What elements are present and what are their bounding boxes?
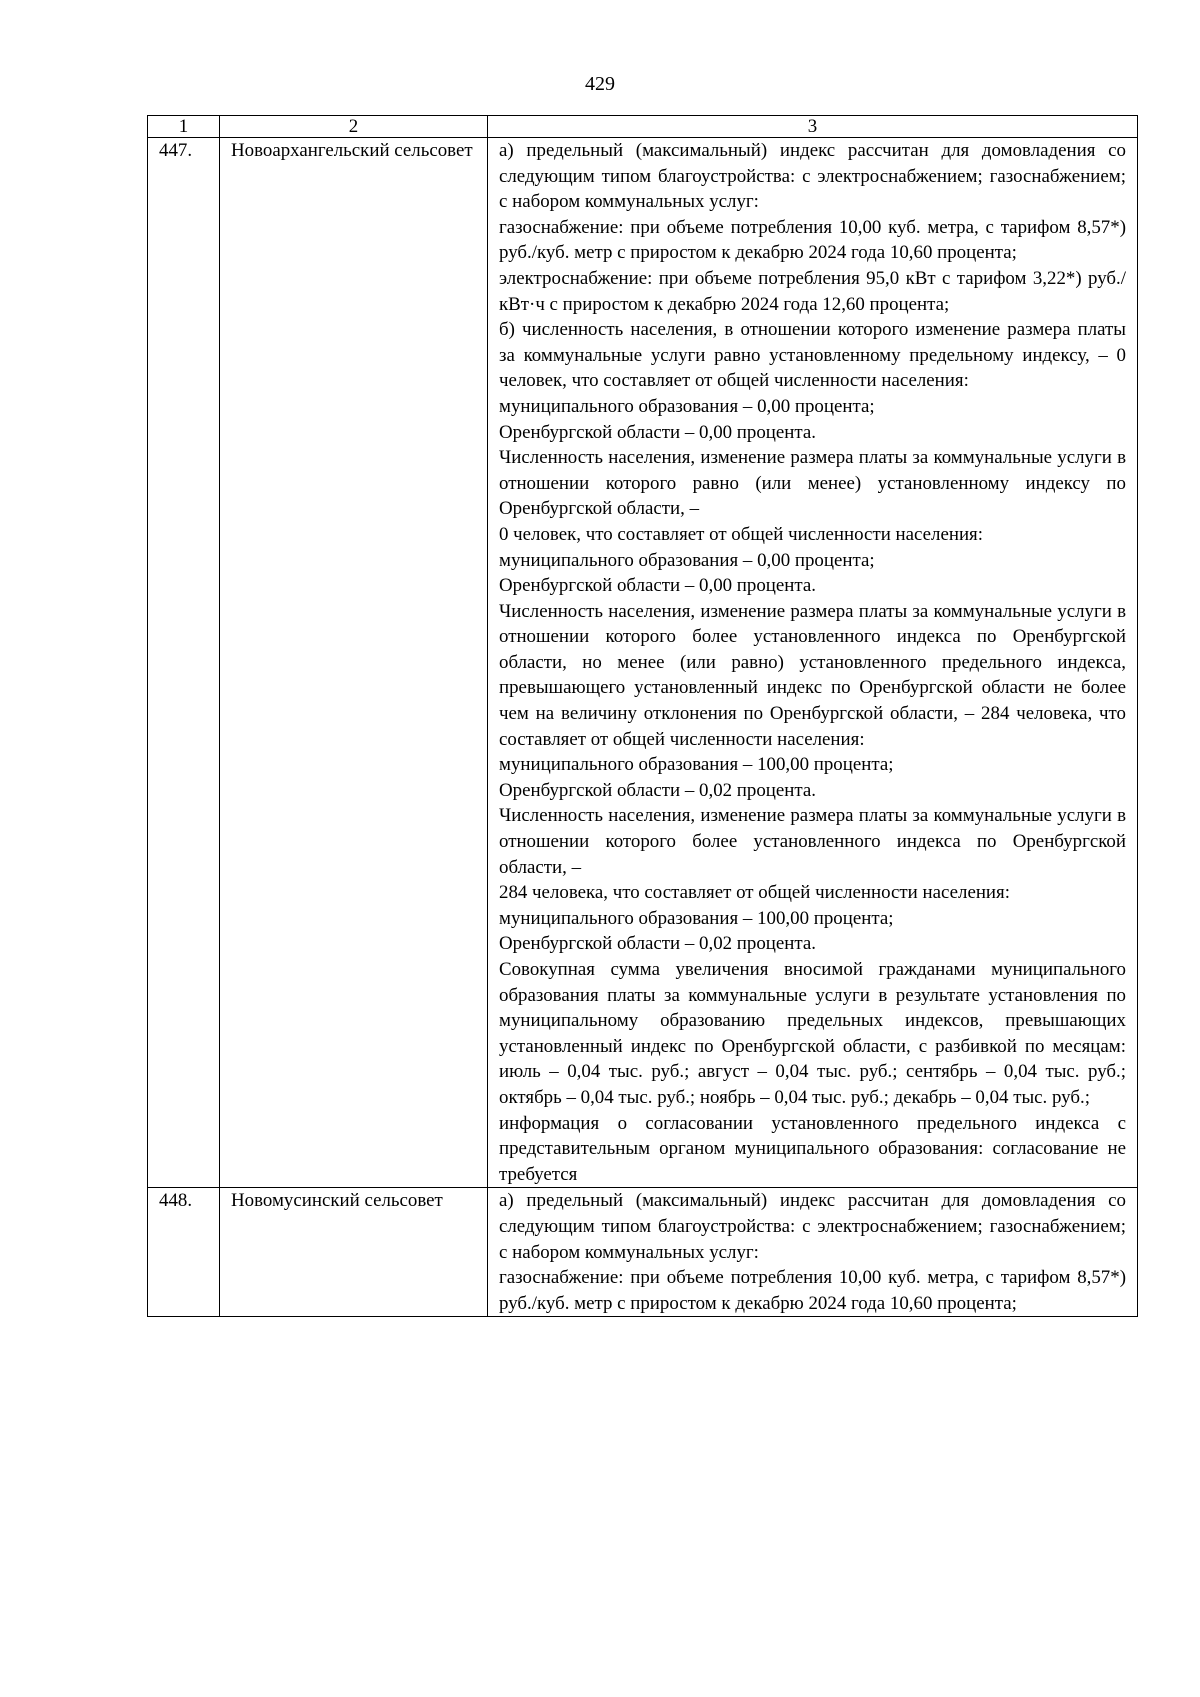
paragraph: муниципального образования – 100,00 процента; <box>499 754 894 776</box>
column-header-2: 2 <box>220 116 488 138</box>
paragraph: муниципального образования – 0,00 процента; <box>499 395 875 417</box>
page-number: 429 <box>585 73 615 95</box>
table-body <box>148 138 1138 1317</box>
row-number: 447. <box>148 138 220 1188</box>
paragraph: Оренбургской области – 0,02 процента. <box>499 779 817 801</box>
paragraph: а) предельный (максимальный) индекс рассчитан для домовладения со следующим типом благоустройства: с электроснабжением; газоснабжением; с набором коммунальных услуг: <box>499 1190 1126 1263</box>
column-header-1: 1 <box>148 116 220 138</box>
paragraph: 284 человека, что составляет от общей численности населения: <box>499 882 1010 904</box>
paragraph: Численность населения, изменение размера платы за коммунальные услуги в отношении которого более установленного индекса по Оренбургской области, но менее (или равно) установленного предельного индекса, превышающего установленный индекс по Оренбургской области не более чем на величину отклонения по Оренбургской области, – 284 человека, что составляет от общей численности населения: <box>499 600 1126 750</box>
paragraph: Численность населения, изменение размера платы за коммунальные услуги в отношении которого более установленного индекса по Оренбургской области, – <box>499 805 1126 878</box>
table-header <box>148 116 1138 138</box>
table-row <box>148 1188 1138 1317</box>
row-number: 448. <box>148 1188 220 1317</box>
paragraph: 0 человек, что составляет от общей численности населения: <box>499 523 983 545</box>
paragraph: муниципального образования – 100,00 процента; <box>499 907 894 929</box>
paragraph: муниципального образования – 0,00 процента; <box>499 549 875 571</box>
paragraph: Оренбургской области – 0,00 процента. <box>499 575 817 597</box>
paragraph: Совокупная сумма увеличения вносимой гражданами муниципального образования платы за коммунальные услуги в результате установления по муниципальному образованию предельных индексов, превышающих установленный индекс по Оренбургской области, с разбивкой по месяцам: июль – 0,04 тыс. руб.; август – 0,04 тыс. руб.; сентябрь – 0,04 тыс. руб.; октябрь – 0,04 тыс. руб.; ноябрь – 0,04 тыс. руб.; декабрь – 0,04 тыс. руб.; <box>499 959 1126 1108</box>
table-header-row <box>148 116 1138 138</box>
index-description <box>488 1188 1138 1317</box>
municipal-index-table <box>147 115 1138 1317</box>
paragraph: б) численность населения, в отношении которого изменение размера платы за коммунальные услуги равно установленному предельному индексу, – 0 человек, что составляет от общей численности населения: <box>499 319 1126 392</box>
paragraph: Оренбургской области – 0,02 процента. <box>499 933 817 955</box>
paragraph: газоснабжение: при объеме потребления 10,00 куб. метра, с тарифом 8,57*) руб./куб. метр с приростом к декабрю 2024 года 10,60 процента; <box>499 216 1126 264</box>
index-description <box>488 138 1138 1188</box>
paragraph: электроснабжение: при объеме потребления 95,0 кВт с тарифом 3,22*) руб./кВт·ч с приростом к декабрю 2024 года 12,60 процента; <box>499 267 1126 315</box>
paragraph: а) предельный (максимальный) индекс рассчитан для домовладения со следующим типом благоустройства: с электроснабжением; газоснабжением; с набором коммунальных услуг: <box>499 140 1126 213</box>
municipality-name: Новоархангельский сельсовет <box>220 138 488 1188</box>
column-header-3: 3 <box>488 116 1138 138</box>
table-row <box>148 138 1138 1188</box>
paragraph: Оренбургской области – 0,00 процента. <box>499 421 817 443</box>
paragraph: Численность населения, изменение размера платы за коммунальные услуги в отношении которого равно (или менее) установленному индексу по Оренбургской области, – <box>499 447 1126 520</box>
paragraph: газоснабжение: при объеме потребления 10,00 куб. метра, с тарифом 8,57*) руб./куб. метр с приростом к декабрю 2024 года 10,60 процента; <box>499 1267 1126 1314</box>
municipality-name: Новомусинский сельсовет <box>220 1188 488 1317</box>
paragraph: информация о согласовании установленного предельного индекса с представительным органом муниципального образования: согласование не требуется <box>499 1112 1126 1185</box>
